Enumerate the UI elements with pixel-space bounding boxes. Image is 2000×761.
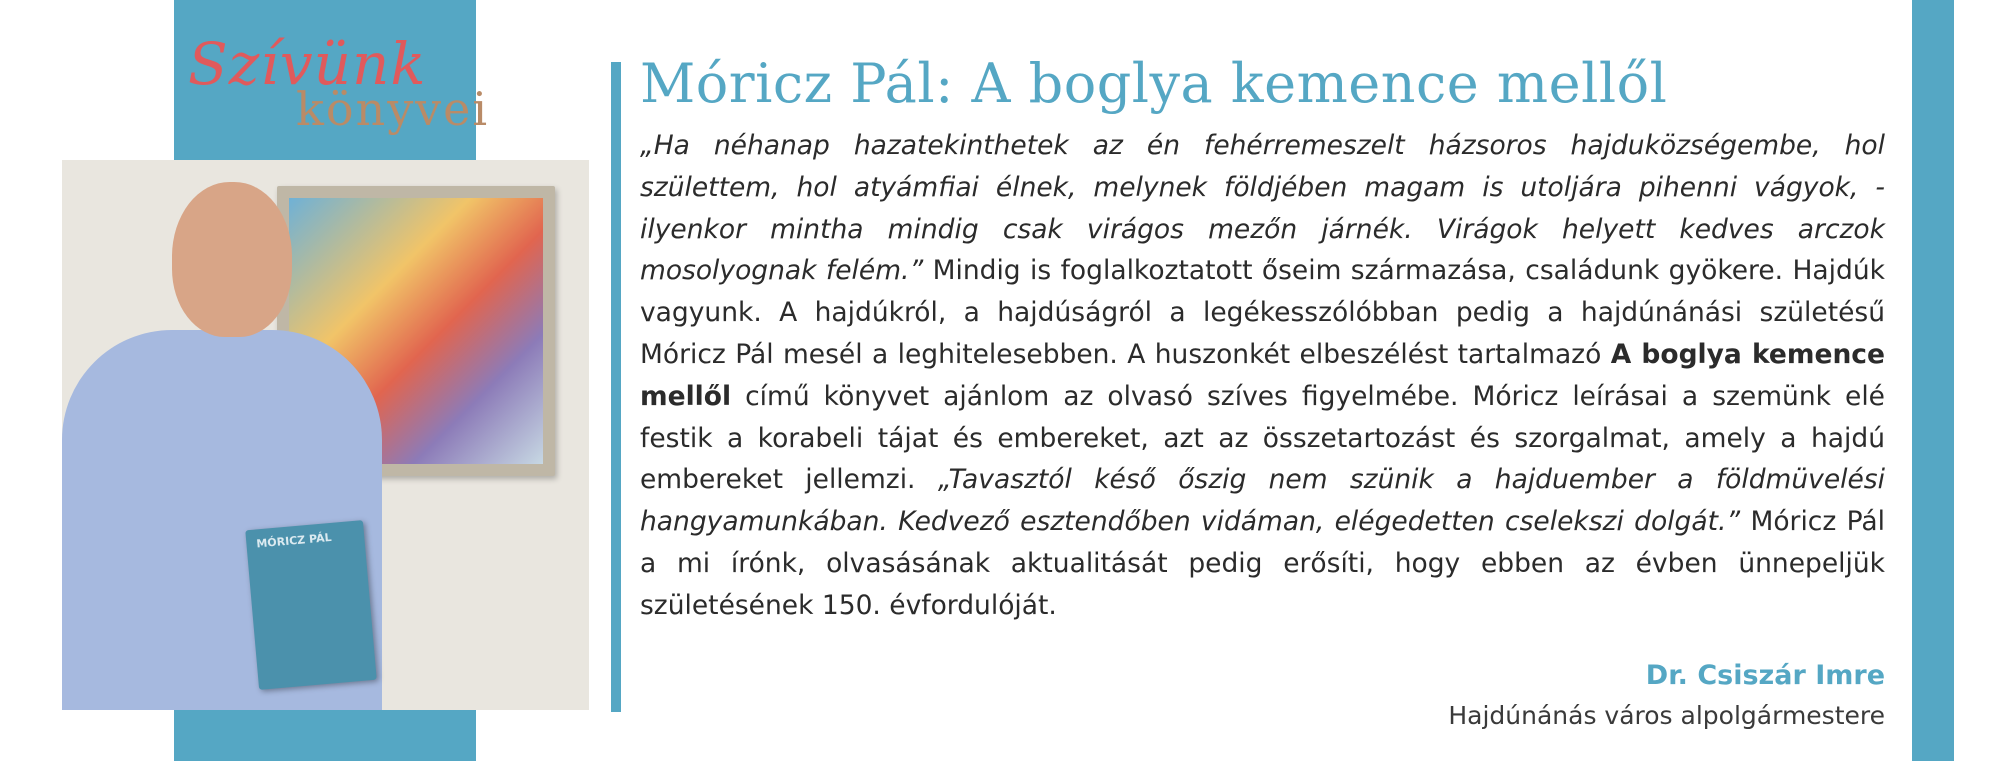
- logo-sub-text: könyvei: [296, 82, 490, 136]
- author-role: Hajdúnánás város alpolgármestere: [1448, 701, 1885, 730]
- review-text: [640, 125, 1885, 627]
- review-text-part-3: Móricz Pál a mi írónk, olvasásának aktualitását pedig erősíti, hogy ebben az évben ünnepeljük születésének 150. évfordulóját.: [640, 506, 1886, 621]
- held-book: [245, 520, 376, 690]
- author-name: Dr. Csiszár Imre: [1645, 660, 1885, 691]
- person-head: [172, 182, 292, 337]
- book-title: A boglya kemence mellől: [640, 338, 1885, 412]
- review-text-part-1: Mindig is foglalkoztatott őseim származása, családunk gyökere. Hajdúk vagyunk. A hajdúkról, a hajdúságról a legékesszólóbban pedig a hajdúnánási születésű Móricz Pál mesél a leghitelesebben. A huszonkét elbeszélést tartalmazó: [640, 255, 1885, 370]
- right-accent-band: [1912, 0, 1954, 761]
- logo-script-text: Szívünk: [188, 30, 427, 98]
- series-logo: [180, 30, 490, 140]
- page-title: Móricz Pál: A boglya kemence mellől: [640, 52, 1668, 115]
- vertical-accent-bar: [611, 62, 621, 712]
- author-photo: [62, 160, 589, 710]
- review-text-part-2: című könyvet ajánlom az olvasó szíves figyelmébe. Móricz leírásai a szemünk elé festik a korabeli tájat és embereket, azt az összetartozást és szorgalmat, amely a hajdú embereket jellemzi.: [640, 380, 1885, 496]
- opening-quote: „Ha néhanap hazatekinthetek az én fehérremeszelt házsoros hajduközségembe, hol születtem, hol atyámfiai élnek, melynek földjében magam is utoljára pihenni vágyok, - ilyenkor mintha mindig csak virágos mezőn járnék. Virágok helyett kedves arczok mosolyognak felém.”: [640, 130, 1885, 287]
- book-cover-title: MÓRICZ PÁL: [255, 530, 333, 551]
- second-quote: „Tavasztól késő őszig nem szünik a hajduember a földmüvelési hangyamunkában. Kedvező esztendőben vidáman, elégedetten cselekszi dolgát.”: [640, 464, 1885, 538]
